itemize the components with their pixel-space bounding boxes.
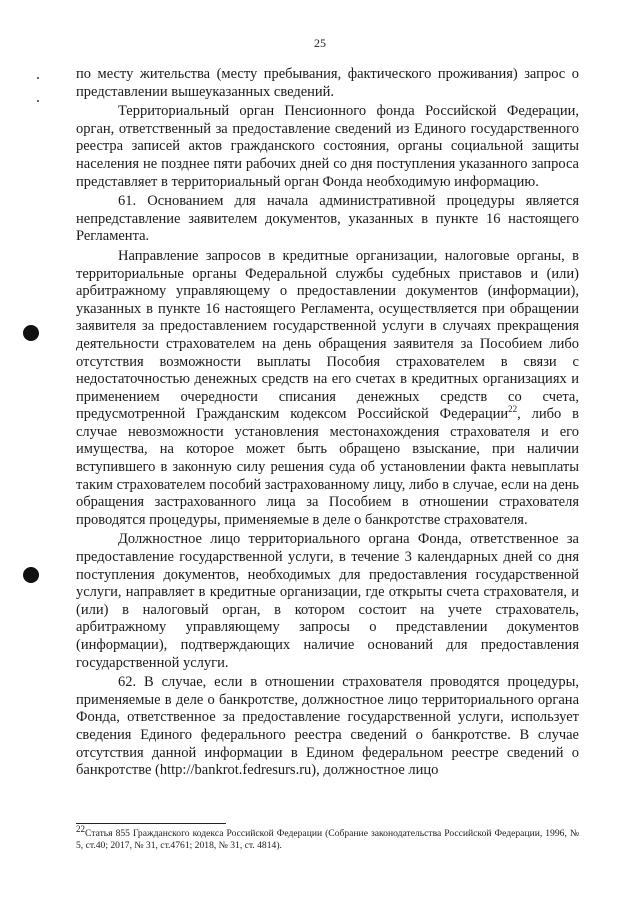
paragraph-requests — [76, 248, 579, 530]
paragraph-requests-text-b: , либо в случае невозможности установления местонахождения страхователя и его имущества, на которое может быть обращено взыскание, при наличии вступившего в законную силу решения суда об установлении факта невыплаты таким страхователем пособий застрахованному лицу, либо в случае, если на день обращения застрахованного лица за Пособием в отношении страхователя проводятся процедуры, применяемые в деле о банкротстве страхователя. — [76, 406, 579, 528]
paragraph-61: 61. Основанием для начала административной процедуры является непредставление заявителем документов, указанных в пункте 16 настоящего Регламента. — [76, 193, 579, 245]
scan-dot-1 — [37, 77, 39, 79]
scan-dot-2 — [37, 100, 39, 102]
document-body — [76, 66, 579, 782]
paragraph-official: Должностное лицо территориального органа Фонда, ответственное за предоставление государственной услуги, в течение 3 календарных дней со дня поступления документов, необходимых для предоставления государственной услуги, направляет в кредитные организации, где открыты счета страхователя, и (или) в налоговый орган, в котором состоит на учете страхователь, арбитражному управляющему запросы о представлении документов (информации), подтверждающих наличие оснований для предоставления государственной услуги. — [76, 531, 579, 671]
paragraph-1: по месту жительства (месту пребывания, фактического проживания) запрос о представлении вышеуказанных сведений. — [76, 66, 579, 100]
paragraph-2: Территориальный орган Пенсионного фонда Российской Федерации, орган, ответственный за предоставление сведений из Единого государственного реестра записей актов гражданского состояния, органы социальной защиты населения не позднее пяти рабочих дней со дня поступления указанного запроса представляет в территориальный орган Фонда необходимую информацию. — [76, 103, 579, 190]
paragraph-62: 62. В случае, если в отношении страхователя проводятся процедуры, применяемые в деле о банкротстве, должностное лицо территориального органа Фонда, ответственное за предоставление государственной услуги, использует сведения Единого федерального реестра сведений о банкротстве. В случае отсутствия данной информации в Едином федеральном реестре сведений о банкротстве (http://bankrot.fedresurs.ru), должностное лицо — [76, 674, 579, 779]
footnote-marker: 22 — [76, 823, 85, 834]
page-number: 25 — [314, 36, 326, 50]
footnote-text: Статья 855 Гражданского кодекса Российской Федерации (Собрание законодательства Российской Федерации, 1996, № 5, ст.40; 2017, № 31, ст.4761; 2018, № 31, ст. 4814). — [76, 828, 579, 851]
paragraph-requests-text-a: Направление запросов в кредитные организации, налоговые органы, в территориальные органы Федеральной службы судебных приставов и (или) арбитражному управляющему о предоставлении документов (информации), указанных в пункте 16 настоящего Регламента, осуществляется при обращении заявителя за предоставлением государственной услуги в случаях прекращения деятельности страхователем на день обращения заявителя за Пособием либо отсутствия возможности выплаты Пособия страхователем в связи с недостаточностью денежных средств на его счетах в кредитных организациях и применением очередности списания денежных средств со счета, предусмотренной Гражданским кодексом Российской Федерации — [76, 247, 579, 423]
punch-hole-2 — [23, 567, 39, 583]
footnote — [76, 823, 579, 852]
footnote-divider — [76, 823, 226, 824]
footnote-ref: 22 — [508, 404, 518, 415]
punch-hole-1 — [23, 325, 39, 341]
